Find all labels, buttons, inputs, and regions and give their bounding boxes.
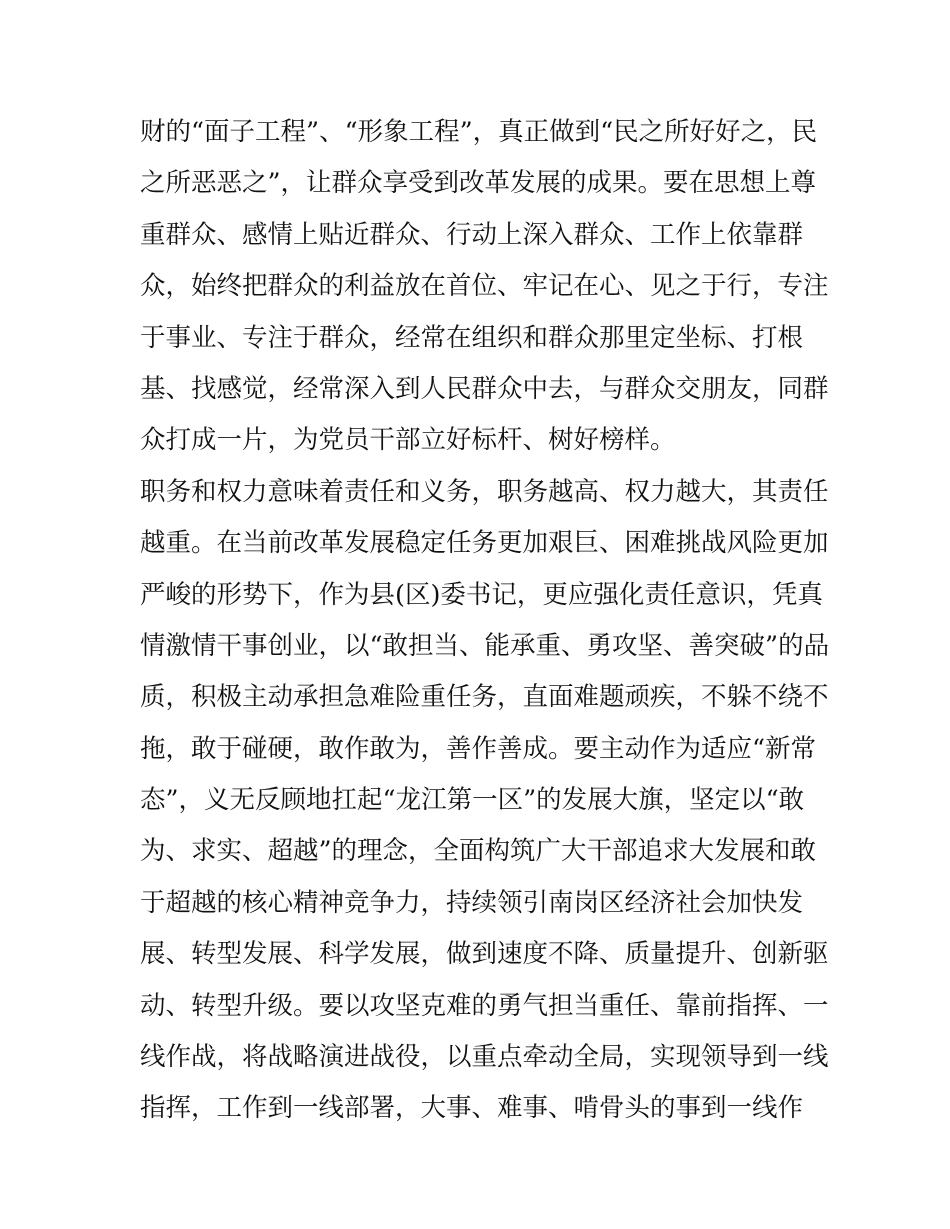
text-line: 质，积极主动承担急难险重任务，直面难题顽疾，不躲不绕不	[140, 682, 829, 713]
text-line: 于事业、专注于群众，经常在组织和群众那里定坐标、打根	[140, 322, 804, 353]
text-line: 严峻的形势下，作为县(区)委书记，更应强化责任意识，凭真	[140, 579, 823, 610]
text-line: 基、找感觉，经常深入到人民群众中去，与群众交朋友，同群	[140, 373, 829, 404]
text-line: 重群众、感情上贴近群众、行动上深入群众、工作上依靠群	[140, 219, 804, 250]
paragraph-1	[140, 107, 830, 467]
paragraph-2	[140, 467, 830, 1135]
text-line: 线作战，将战略演进战役，以重点牵动全局，实现领导到一线	[140, 1042, 829, 1073]
text-line: 越重。在当前改革发展稳定任务更加艰巨、困难挑战风险更加	[140, 528, 829, 559]
text-line: 拖，敢于碰硬，敢作敢为，善作善成。要主动作为适应“新常	[140, 733, 817, 764]
text-line: 情激情干事创业，以“敢担当、能承重、勇攻坚、善突破”的品	[140, 630, 830, 661]
text-line: 为、求实、超越”的理念，全面构筑广大干部追求大发展和敢	[140, 836, 817, 867]
text-line: 职务和权力意味着责任和义务，职务越高、权力越大，其责任	[140, 476, 829, 507]
text-line: 态”，义无反顾地扛起“龙江第一区”的发展大旗，坚定以“敢	[140, 785, 805, 816]
text-line: 展、转型发展、科学发展，做到速度不降、质量提升、创新驱	[140, 939, 829, 970]
text-line: 众打成一片，为党员干部立好标杆、树好榜样。	[140, 425, 676, 456]
document-body	[140, 107, 830, 1135]
text-line: 之所恶恶之”，让群众享受到改革发展的成果。要在思想上尊	[140, 168, 817, 199]
text-line: 指挥，工作到一线部署，大事、难事、啃骨头的事到一线作	[140, 1093, 804, 1124]
text-line: 众，始终把群众的利益放在首位、牢记在心、见之于行，专注	[140, 271, 829, 302]
text-line: 财的“面子工程”、“形象工程”，真正做到“民之所好好之，民	[140, 117, 818, 147]
text-line: 于超越的核心精神竞争力，持续领引南岗区经济社会加快发	[140, 887, 804, 918]
text-line: 动、转型升级。要以攻坚克难的勇气担当重任、靠前指挥、一	[140, 990, 829, 1021]
